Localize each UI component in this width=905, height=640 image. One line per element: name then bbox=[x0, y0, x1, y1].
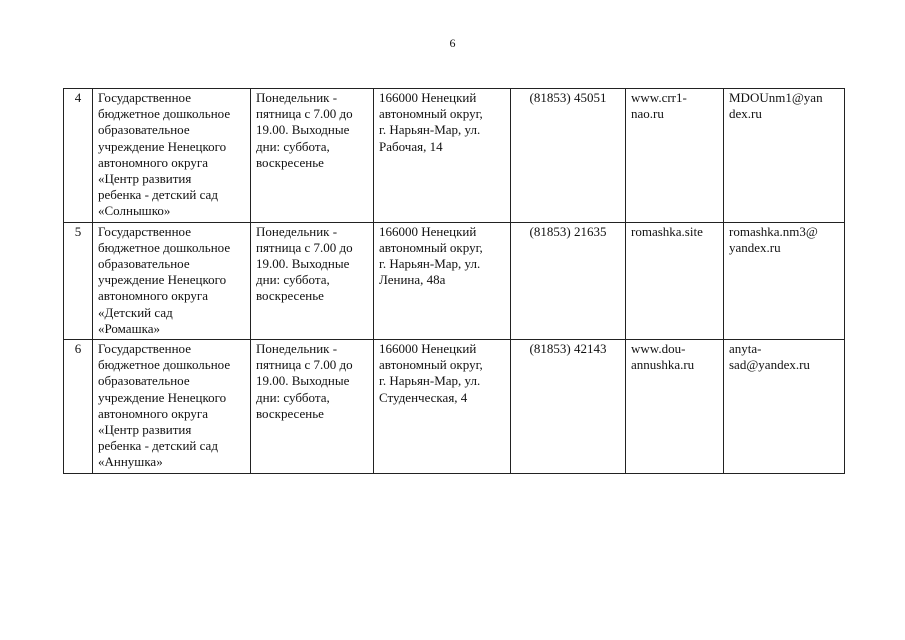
cell-line: romashka.nm3@ bbox=[729, 223, 818, 239]
cell-line: (81853) 45051 bbox=[529, 90, 607, 105]
cell-line: учреждение Ненецкого bbox=[98, 389, 227, 405]
cell-line: Понедельник - bbox=[256, 223, 338, 239]
cell-line: Государственное bbox=[98, 223, 191, 239]
cell-line: Студенческая, 4 bbox=[379, 389, 468, 405]
cell-line: г. Нарьян-Мар, ул. bbox=[379, 373, 481, 389]
cell-line: (81853) 42143 bbox=[529, 341, 607, 357]
cell-line: автономный округ, bbox=[379, 106, 483, 122]
cell-line: г. Нарьян-Мар, ул. bbox=[379, 256, 481, 272]
cell-line: Государственное bbox=[98, 90, 191, 105]
email-cell bbox=[724, 89, 845, 223]
cell-line: пятница с 7.00 до bbox=[256, 239, 353, 255]
schedule-cell bbox=[251, 222, 374, 339]
cell-line: дни: суббота, bbox=[256, 389, 330, 405]
website-cell bbox=[626, 89, 724, 223]
table-row bbox=[64, 340, 845, 474]
row-number-cell: 6 bbox=[64, 340, 93, 474]
cell-line: дни: суббота, bbox=[256, 272, 330, 288]
cell-line: sad@yandex.ru bbox=[729, 357, 810, 373]
cell-line: автономный округ, bbox=[379, 357, 483, 373]
cell-line: nao.ru bbox=[631, 106, 664, 122]
institution-name-cell bbox=[93, 89, 251, 223]
cell-line: автономного округа bbox=[98, 288, 208, 304]
institution-name-cell bbox=[93, 340, 251, 474]
row-number-cell: 4 bbox=[64, 89, 93, 223]
email-cell bbox=[724, 222, 845, 339]
cell-line: «Ромашка» bbox=[98, 320, 160, 336]
cell-line: 166000 Ненецкий bbox=[379, 90, 477, 105]
cell-line: образовательное bbox=[98, 122, 190, 138]
email-cell bbox=[724, 340, 845, 474]
cell-line: г. Нарьян-Мар, ул. bbox=[379, 122, 481, 138]
institutions-table bbox=[63, 88, 845, 474]
phone-cell bbox=[511, 340, 626, 474]
cell-line: учреждение Ненецкого bbox=[98, 272, 227, 288]
cell-line: «Аннушка» bbox=[98, 454, 163, 470]
cell-line: бюджетное дошкольное bbox=[98, 239, 231, 255]
cell-line: бюджетное дошкольное bbox=[98, 106, 231, 122]
cell-line: автономного округа bbox=[98, 154, 208, 170]
cell-line: учреждение Ненецкого bbox=[98, 138, 227, 154]
website-cell bbox=[626, 340, 724, 474]
cell-line: 19.00. Выходные bbox=[256, 373, 350, 389]
cell-line: Понедельник - bbox=[256, 90, 338, 105]
cell-line: пятница с 7.00 до bbox=[256, 357, 353, 373]
schedule-cell bbox=[251, 89, 374, 223]
address-cell bbox=[374, 89, 511, 223]
cell-line: автономного округа bbox=[98, 405, 208, 421]
cell-line: romashka.site bbox=[631, 223, 703, 239]
cell-line: www.dou- bbox=[631, 341, 686, 357]
cell-line: (81853) 21635 bbox=[529, 223, 607, 239]
cell-line: воскресенье bbox=[256, 154, 324, 170]
address-cell bbox=[374, 340, 511, 474]
cell-line: «Детский сад bbox=[98, 304, 173, 320]
cell-line: дни: суббота, bbox=[256, 138, 330, 154]
institution-name-cell bbox=[93, 222, 251, 339]
cell-line: Понедельник - bbox=[256, 341, 338, 357]
row-number-cell: 5 bbox=[64, 222, 93, 339]
cell-line: 166000 Ненецкий bbox=[379, 223, 477, 239]
address-cell bbox=[374, 222, 511, 339]
schedule-cell bbox=[251, 340, 374, 474]
cell-line: Государственное bbox=[98, 341, 191, 357]
cell-line: пятница с 7.00 до bbox=[256, 106, 353, 122]
cell-line: воскресенье bbox=[256, 405, 324, 421]
cell-line: ребенка - детский сад bbox=[98, 187, 218, 203]
table-row bbox=[64, 222, 845, 339]
website-cell bbox=[626, 222, 724, 339]
cell-line: бюджетное дошкольное bbox=[98, 357, 231, 373]
cell-line: MDOUnm1@yan bbox=[729, 90, 823, 105]
cell-line: воскресенье bbox=[256, 288, 324, 304]
cell-line: 19.00. Выходные bbox=[256, 122, 350, 138]
cell-line: Ленина, 48а bbox=[379, 272, 446, 288]
cell-line: 166000 Ненецкий bbox=[379, 341, 477, 357]
cell-line: 19.00. Выходные bbox=[256, 256, 350, 272]
cell-line: «Центр развития bbox=[98, 422, 192, 438]
cell-line: dex.ru bbox=[729, 106, 762, 122]
cell-line: anyta- bbox=[729, 341, 762, 357]
cell-line: «Солнышко» bbox=[98, 203, 171, 219]
cell-line: ребенка - детский сад bbox=[98, 438, 218, 454]
cell-line: www.crr1- bbox=[631, 90, 687, 105]
cell-line: образовательное bbox=[98, 256, 190, 272]
cell-line: автономный округ, bbox=[379, 239, 483, 255]
phone-cell bbox=[511, 222, 626, 339]
phone-cell bbox=[511, 89, 626, 223]
table-row bbox=[64, 89, 845, 223]
cell-line: annushka.ru bbox=[631, 357, 695, 373]
page-number: 6 bbox=[449, 36, 456, 50]
cell-line: «Центр развития bbox=[98, 171, 192, 187]
cell-line: образовательное bbox=[98, 373, 190, 389]
cell-line: Рабочая, 14 bbox=[379, 138, 443, 154]
cell-line: yandex.ru bbox=[729, 239, 781, 255]
